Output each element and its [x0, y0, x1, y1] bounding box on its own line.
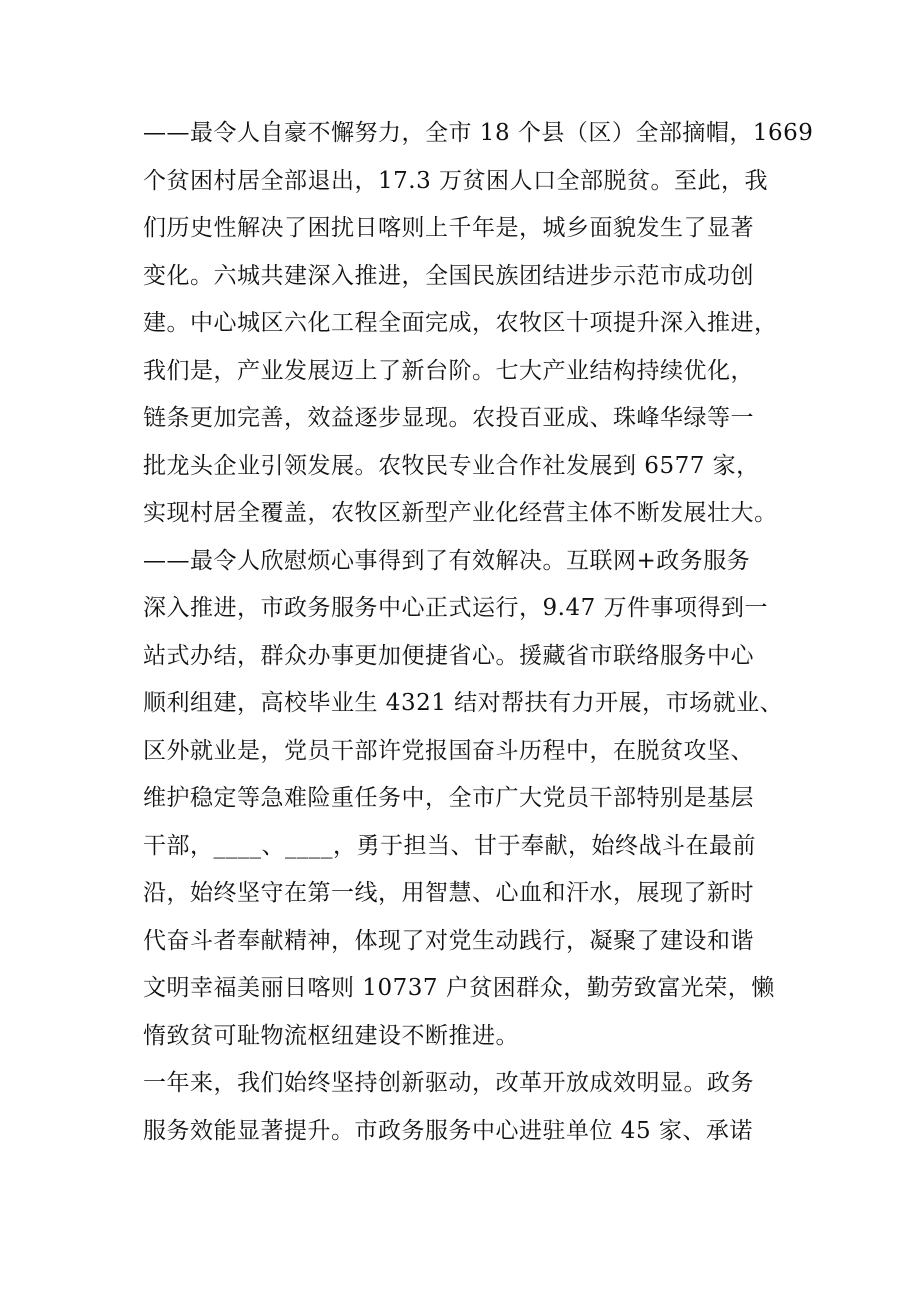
text-line: 站式办结，群众办事更加便捷省心。援藏省市联络服务中心 [143, 642, 754, 669]
text-line: 一年来，我们始终坚持创新驱动，改革开放成效明显。政务 [143, 1070, 754, 1096]
text-line: 变化。六城共建深入推进，全国民族团结进步示范市成功创 [143, 262, 754, 289]
text-line: 维护稳定等急难险重任务中，全市广大党员干部特别是基层 [143, 785, 754, 811]
text-line: 个贫困村居全部退出，17.3 万贫困人口全部脱贫。至此，我 [143, 167, 769, 194]
text-line: 文明幸福美丽日喀则 10737 户贫困群众，勤劳致富光荣，懒 [143, 975, 775, 1001]
text-line: 批龙头企业引领发展。农牧民专业合作社发展到 6577 家， [143, 452, 760, 479]
text-line: 干部，____、____，勇于担当、甘于奉献，始终战斗在最前 [143, 832, 756, 859]
text-line: 我们是，产业发展迈上了新台阶。七大产业结构持续优化， [143, 357, 754, 384]
text-line: 链条更加完善，效益逐步显现。农投百亚成、珠峰华绿等一 [143, 405, 754, 431]
text-line: 们历史性解决了困扰日喀则上千年是，城乡面貌发生了显著 [143, 215, 754, 241]
text-line: 惰致贫可耻物流枢纽建设不断推进。 [143, 1022, 519, 1049]
text-line: 沿，始终坚守在第一线，用智慧、心血和汗水，展现了新时 [143, 880, 754, 906]
text-line: 顺利组建，高校毕业生 4321 结对帮扶有力开展，市场就业、 [143, 690, 784, 716]
text-line: 实现村居全覆盖，农牧区新型产业化经营主体不断发展壮大。 [143, 500, 778, 526]
text-line: 服务效能显著提升。市政务服务中心进驻单位 45 家、承诺 [143, 1117, 753, 1144]
text-line: ——最令人欣慰烦心事得到了有效解决。互联网+政务服务 [143, 547, 751, 574]
text-line: 深入推进，市政务服务中心正式运行，9.47 万件事项得到一 [143, 595, 769, 621]
text-line: ——最令人自豪不懈努力，全市 18 个县（区）全部摘帽，1669 [143, 120, 814, 146]
text-line: 代奋斗者奉献精神，体现了对党生动践行，凝聚了建设和谐 [143, 927, 754, 954]
document-body [143, 110, 814, 1155]
text-line: 建。中心城区六化工程全面完成，农牧区十项提升深入推进， [143, 310, 778, 336]
text-line: 区外就业是，党员干部许党报国奋斗历程中，在脱贫攻坚、 [143, 737, 754, 764]
